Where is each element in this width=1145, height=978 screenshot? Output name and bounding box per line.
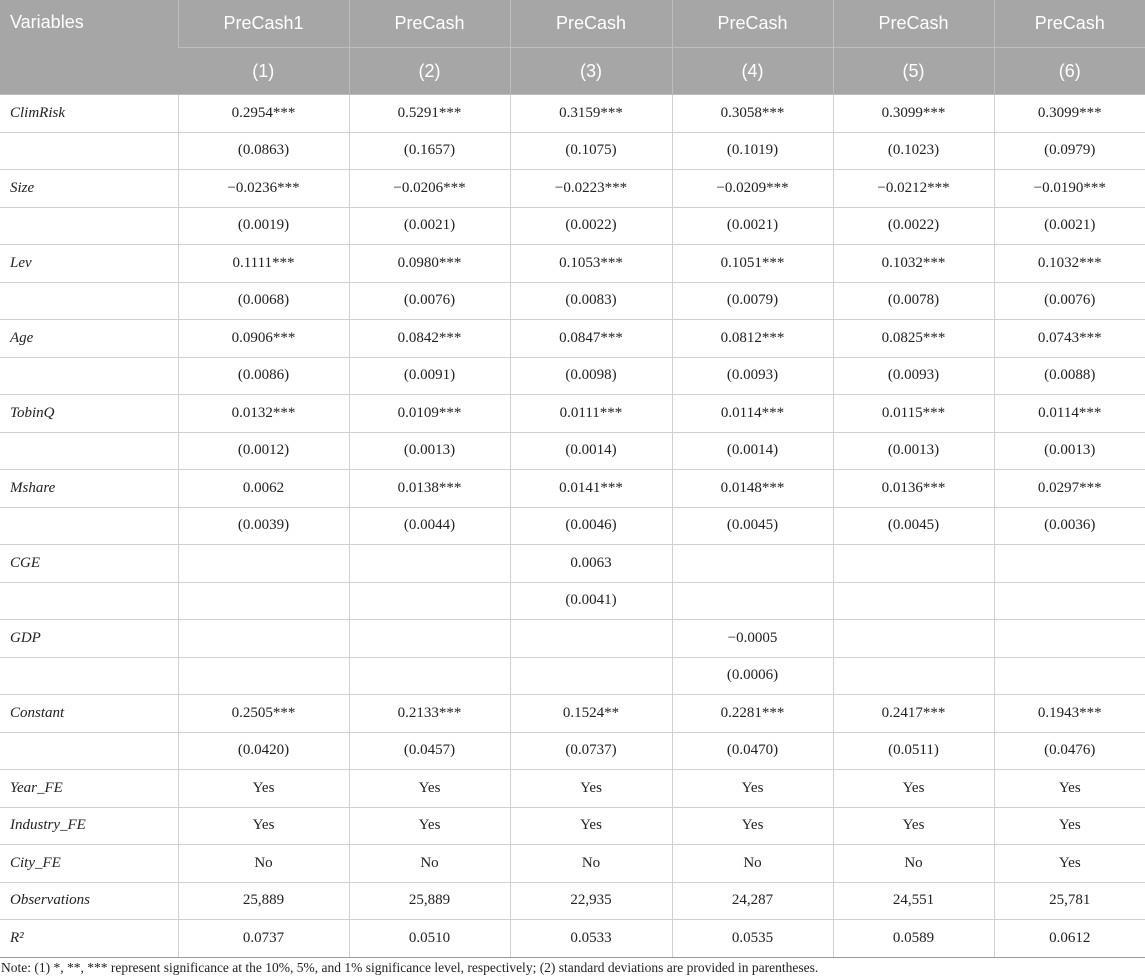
table-cell xyxy=(510,620,672,658)
table-cell: (0.0021) xyxy=(672,207,833,245)
table-cell: 0.0737 xyxy=(178,920,349,958)
row-label xyxy=(0,357,178,395)
table-cell: 25,889 xyxy=(178,882,349,920)
table-cell: (0.0036) xyxy=(994,507,1145,545)
table-cell xyxy=(349,582,510,620)
table-cell: (0.0076) xyxy=(994,282,1145,320)
table-cell: (0.0420) xyxy=(178,732,349,770)
table-cell: (0.0476) xyxy=(994,732,1145,770)
table-row xyxy=(0,432,1145,470)
row-label xyxy=(0,657,178,695)
table-cell: (0.0039) xyxy=(178,507,349,545)
table-cell xyxy=(349,545,510,583)
table-cell: 0.0109*** xyxy=(349,395,510,433)
table-cell xyxy=(349,657,510,695)
row-label: CGE xyxy=(0,545,178,583)
table-cell: −0.0236*** xyxy=(178,170,349,208)
table-row xyxy=(0,95,1145,133)
table-cell: (0.0019) xyxy=(178,207,349,245)
table-cell: (0.0079) xyxy=(672,282,833,320)
table-cell: (0.0013) xyxy=(833,432,994,470)
row-label: Observations xyxy=(0,882,178,920)
table-cell: Yes xyxy=(833,770,994,808)
table-cell: (0.1023) xyxy=(833,132,994,170)
dep-var-header: PreCash xyxy=(672,0,833,48)
table-row xyxy=(0,395,1145,433)
table-cell: (0.0044) xyxy=(349,507,510,545)
table-note: Note: (1) *, **, *** represent significance at the 10%, 5%, and 1% significance level, respectively; (2) standard deviations are provided in parentheses. xyxy=(1,960,819,975)
table-cell xyxy=(994,582,1145,620)
table-cell xyxy=(178,657,349,695)
table-row xyxy=(0,170,1145,208)
table-cell: Yes xyxy=(349,770,510,808)
table-row xyxy=(0,882,1145,920)
table-cell: 0.0297*** xyxy=(994,470,1145,508)
table-cell: (0.0045) xyxy=(672,507,833,545)
variables-header: Variables xyxy=(0,0,178,95)
row-label xyxy=(0,582,178,620)
table-cell: 0.1032*** xyxy=(994,245,1145,283)
table-cell: (0.0046) xyxy=(510,507,672,545)
table-cell xyxy=(994,620,1145,658)
table-cell xyxy=(510,657,672,695)
row-label: Age xyxy=(0,320,178,358)
table-cell: (0.0457) xyxy=(349,732,510,770)
table-cell: 0.0063 xyxy=(510,545,672,583)
table-cell: (0.0022) xyxy=(510,207,672,245)
row-label xyxy=(0,732,178,770)
table-cell: (0.0083) xyxy=(510,282,672,320)
table-header xyxy=(0,0,1145,95)
table-cell: 24,287 xyxy=(672,882,833,920)
table-cell: (0.0045) xyxy=(833,507,994,545)
table-cell: 0.2281*** xyxy=(672,695,833,733)
row-label: Lev xyxy=(0,245,178,283)
table-cell: 0.0062 xyxy=(178,470,349,508)
table-cell: 0.0612 xyxy=(994,920,1145,958)
table-cell: 0.0533 xyxy=(510,920,672,958)
table-cell: 0.2954*** xyxy=(178,95,349,133)
table-cell: Yes xyxy=(349,807,510,845)
table-row xyxy=(0,657,1145,695)
column-number-header: (3) xyxy=(510,48,672,95)
table-cell: 0.0510 xyxy=(349,920,510,958)
row-label xyxy=(0,282,178,320)
table-cell: (0.0041) xyxy=(510,582,672,620)
table-row xyxy=(0,920,1145,958)
table-cell: 0.1524** xyxy=(510,695,672,733)
table-cell: 0.0114*** xyxy=(672,395,833,433)
table-cell: (0.0014) xyxy=(510,432,672,470)
table-cell: 0.0141*** xyxy=(510,470,672,508)
table-cell: 0.0114*** xyxy=(994,395,1145,433)
table-cell: Yes xyxy=(510,807,672,845)
table-cell: (0.1657) xyxy=(349,132,510,170)
table-cell: No xyxy=(510,845,672,883)
table-cell: 0.3058*** xyxy=(672,95,833,133)
table-cell: (0.0076) xyxy=(349,282,510,320)
column-number-header: (4) xyxy=(672,48,833,95)
table-cell: −0.0206*** xyxy=(349,170,510,208)
table-cell xyxy=(833,545,994,583)
table-cell: Yes xyxy=(833,807,994,845)
row-label xyxy=(0,132,178,170)
table-cell: (0.0013) xyxy=(994,432,1145,470)
dep-var-header: PreCash1 xyxy=(178,0,349,48)
table-cell: Yes xyxy=(672,770,833,808)
table-row xyxy=(0,770,1145,808)
row-label: GDP xyxy=(0,620,178,658)
table-row xyxy=(0,732,1145,770)
row-label xyxy=(0,207,178,245)
table-cell: (0.0088) xyxy=(994,357,1145,395)
table-cell: 25,781 xyxy=(994,882,1145,920)
table-cell: No xyxy=(349,845,510,883)
table-cell: −0.0212*** xyxy=(833,170,994,208)
table-cell xyxy=(178,582,349,620)
table-cell xyxy=(178,545,349,583)
table-row xyxy=(0,695,1145,733)
column-number-header: (5) xyxy=(833,48,994,95)
dep-var-header: PreCash xyxy=(510,0,672,48)
dep-var-header: PreCash xyxy=(994,0,1145,48)
row-label: Mshare xyxy=(0,470,178,508)
row-label xyxy=(0,432,178,470)
table-cell: (0.0012) xyxy=(178,432,349,470)
table-cell: Yes xyxy=(994,807,1145,845)
table-cell: 0.1111*** xyxy=(178,245,349,283)
table-cell xyxy=(833,657,994,695)
row-label xyxy=(0,507,178,545)
table-cell: (0.0093) xyxy=(833,357,994,395)
row-label: ClimRisk xyxy=(0,95,178,133)
table-cell: (0.0021) xyxy=(349,207,510,245)
table-cell: 0.1943*** xyxy=(994,695,1145,733)
table-cell: (0.1019) xyxy=(672,132,833,170)
table-cell: Yes xyxy=(510,770,672,808)
table-cell: 0.0136*** xyxy=(833,470,994,508)
header-row-dependent-variables xyxy=(0,0,1145,48)
dep-var-header: PreCash xyxy=(349,0,510,48)
table-cell: No xyxy=(178,845,349,883)
table-cell xyxy=(178,620,349,658)
table-cell: 0.3099*** xyxy=(994,95,1145,133)
table-cell: 25,889 xyxy=(349,882,510,920)
table-cell: (0.0979) xyxy=(994,132,1145,170)
table-cell: 0.1032*** xyxy=(833,245,994,283)
table-cell: −0.0209*** xyxy=(672,170,833,208)
column-number-header: (1) xyxy=(178,48,349,95)
table-cell: No xyxy=(833,845,994,883)
table-cell: −0.0223*** xyxy=(510,170,672,208)
table-cell: (0.0014) xyxy=(672,432,833,470)
table-cell: Yes xyxy=(994,770,1145,808)
table-cell: 0.2505*** xyxy=(178,695,349,733)
row-label: Constant xyxy=(0,695,178,733)
table-cell: (0.0022) xyxy=(833,207,994,245)
table-cell: (0.0737) xyxy=(510,732,672,770)
table-cell: (0.0086) xyxy=(178,357,349,395)
column-number-header: (6) xyxy=(994,48,1145,95)
table-cell xyxy=(833,620,994,658)
table-cell: 0.5291*** xyxy=(349,95,510,133)
table-cell: 0.0812*** xyxy=(672,320,833,358)
table-cell: 0.0111*** xyxy=(510,395,672,433)
table-row xyxy=(0,207,1145,245)
table-row xyxy=(0,245,1145,283)
table-cell: 0.0842*** xyxy=(349,320,510,358)
table-cell xyxy=(994,545,1145,583)
table-cell: 0.0148*** xyxy=(672,470,833,508)
table-row xyxy=(0,807,1145,845)
dep-var-header: PreCash xyxy=(833,0,994,48)
table-cell xyxy=(672,545,833,583)
table-cell: 0.0132*** xyxy=(178,395,349,433)
table-cell: 0.3159*** xyxy=(510,95,672,133)
row-label: City_FE xyxy=(0,845,178,883)
table-cell: Yes xyxy=(994,845,1145,883)
table-cell: (0.0091) xyxy=(349,357,510,395)
table-row xyxy=(0,845,1145,883)
table-cell: 0.2133*** xyxy=(349,695,510,733)
table-cell xyxy=(994,657,1145,695)
table-row xyxy=(0,470,1145,508)
table-cell xyxy=(349,620,510,658)
table-cell: 0.0980*** xyxy=(349,245,510,283)
table-cell: (0.0013) xyxy=(349,432,510,470)
row-label: Size xyxy=(0,170,178,208)
table-cell: (0.1075) xyxy=(510,132,672,170)
table-cell: 0.1051*** xyxy=(672,245,833,283)
table-cell: 0.0825*** xyxy=(833,320,994,358)
table-row xyxy=(0,507,1145,545)
table-cell: 24,551 xyxy=(833,882,994,920)
table-cell: 0.1053*** xyxy=(510,245,672,283)
table-cell: (0.0006) xyxy=(672,657,833,695)
table-cell: 0.0138*** xyxy=(349,470,510,508)
table-row xyxy=(0,132,1145,170)
table-cell: 0.2417*** xyxy=(833,695,994,733)
table-cell: No xyxy=(672,845,833,883)
table-cell xyxy=(833,582,994,620)
table-cell: 0.0743*** xyxy=(994,320,1145,358)
table-cell: 0.0535 xyxy=(672,920,833,958)
table-body xyxy=(0,95,1145,958)
table-row xyxy=(0,545,1145,583)
table-cell: 0.0115*** xyxy=(833,395,994,433)
table-cell: (0.0511) xyxy=(833,732,994,770)
table-row xyxy=(0,357,1145,395)
table-cell: 0.0589 xyxy=(833,920,994,958)
table-row xyxy=(0,320,1145,358)
table-cell: (0.0098) xyxy=(510,357,672,395)
table-cell: −0.0005 xyxy=(672,620,833,658)
row-label: Year_FE xyxy=(0,770,178,808)
table-cell: 0.0847*** xyxy=(510,320,672,358)
table-cell: (0.0093) xyxy=(672,357,833,395)
table-cell xyxy=(672,582,833,620)
table-cell: 0.3099*** xyxy=(833,95,994,133)
column-number-header: (2) xyxy=(349,48,510,95)
table-cell: (0.0863) xyxy=(178,132,349,170)
table-cell: 0.0906*** xyxy=(178,320,349,358)
row-label: TobinQ xyxy=(0,395,178,433)
table-cell: Yes xyxy=(178,770,349,808)
table-cell: Yes xyxy=(178,807,349,845)
table-cell: (0.0021) xyxy=(994,207,1145,245)
table-cell: 22,935 xyxy=(510,882,672,920)
table-row xyxy=(0,282,1145,320)
table-cell: (0.0470) xyxy=(672,732,833,770)
table-cell: (0.0068) xyxy=(178,282,349,320)
table-cell: (0.0078) xyxy=(833,282,994,320)
table-cell: −0.0190*** xyxy=(994,170,1145,208)
table-row xyxy=(0,582,1145,620)
table-row xyxy=(0,620,1145,658)
table-cell: Yes xyxy=(672,807,833,845)
row-label: Industry_FE xyxy=(0,807,178,845)
row-label: R² xyxy=(0,920,178,958)
